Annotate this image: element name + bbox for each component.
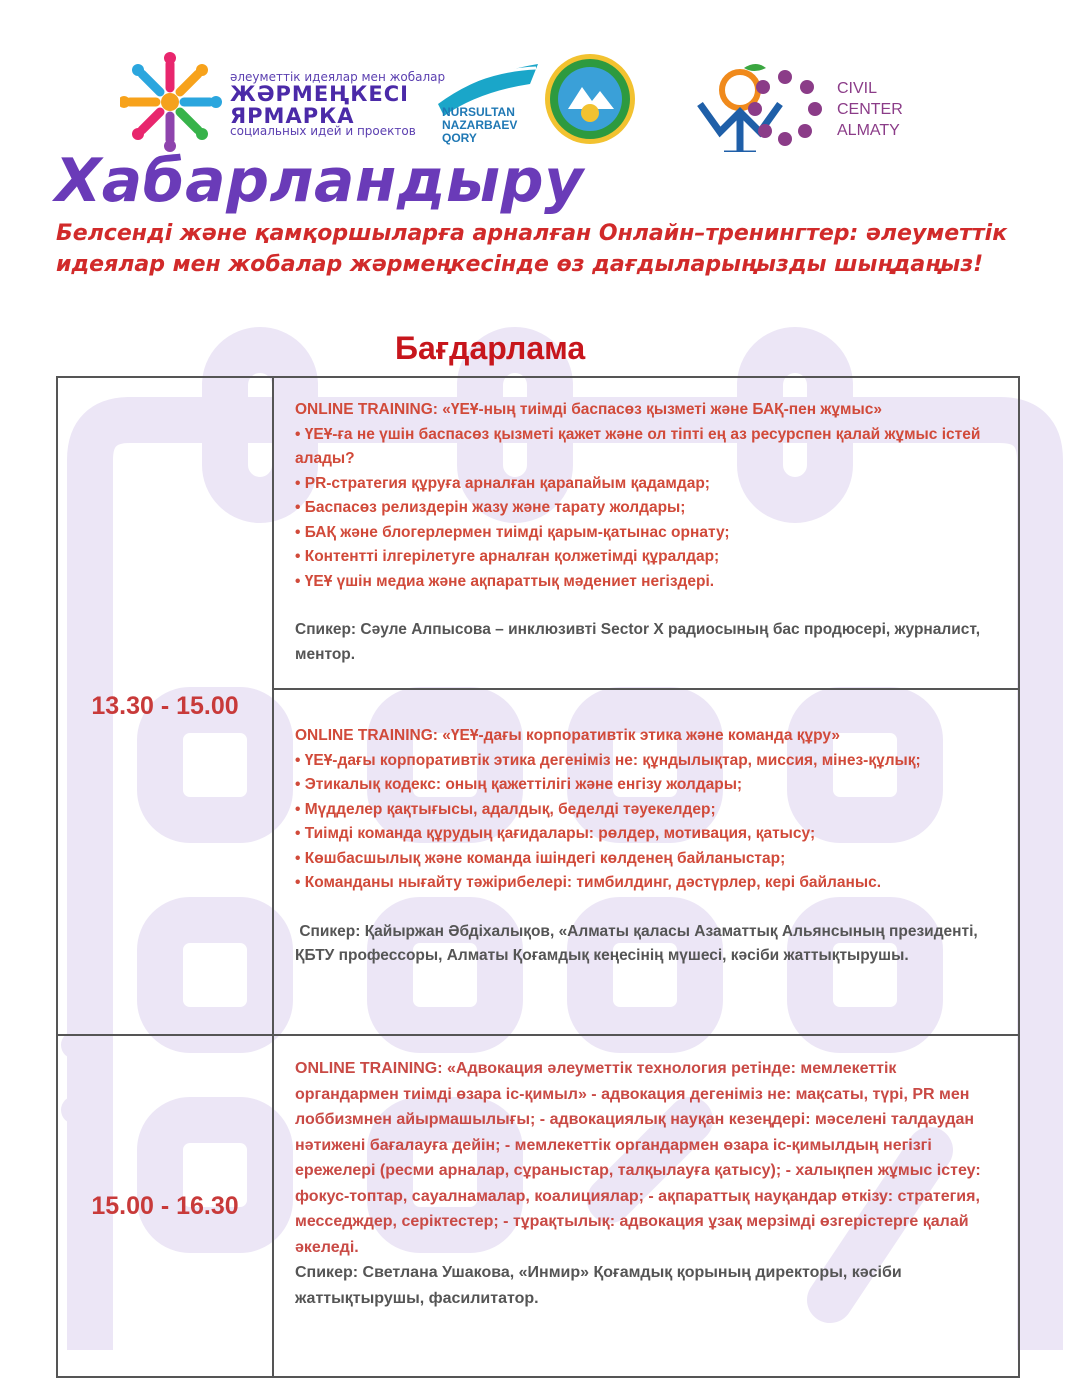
table-row bbox=[57, 1035, 1019, 1377]
civil-center-text bbox=[837, 78, 903, 141]
zharmenke-name-kz: ЖӘРМЕҢКЕСІ bbox=[230, 82, 409, 106]
nazarbaev-fund-line: QORY bbox=[442, 131, 477, 145]
session-title: ONLINE TRAINING: «ҮЕҰ-дағы корпоративтік этика және команда құру» bbox=[295, 727, 841, 744]
civil-center-logo-icon bbox=[748, 70, 822, 146]
session-point: • Баспасөз релиздерін жазу және тарату жолдары; bbox=[295, 499, 686, 516]
session-point: • Этикалық кодекс: оның қажеттілігі және енгізу жолдары; bbox=[295, 776, 743, 793]
page-title: Хабарландыру bbox=[55, 146, 584, 216]
session-point: • ҮЕҰ-дағы корпоративтік этика дегеніміз не: құндылықтар, миссия, мінез-құлық; bbox=[295, 751, 921, 769]
session-point: • ҮЕҰ-ға не үшін баспасөз қызметі қажет және ол тіпті ең аз ресурспен қалай жұмыс істей алады? bbox=[295, 425, 981, 467]
session-point: • Тиімді команда құрудың қағидалары: рөлдер, мотивация, қатысу; bbox=[295, 825, 816, 842]
session-point: • Мүдделер қақтығысы, адалдық, беделді тәуекелдер; bbox=[295, 800, 716, 818]
civil-center-line: CIVIL bbox=[837, 80, 878, 97]
session-title: ONLINE TRAINING: «ҮЕҰ-ның тиімді баспасөз қызметі және БАҚ-пен жұмыс» bbox=[295, 401, 882, 418]
time-slot: 15.00 - 16.30 bbox=[57, 1035, 273, 1377]
session-cell bbox=[273, 689, 1019, 1035]
page-subtitle: Белсенді және қамқоршыларға арналған Онлайн–тренингтер: әлеуметтік идеялар мен жобалар жәрмеңкесінде өз дағдыларыңызды шыңдаңыз! bbox=[56, 221, 1008, 277]
session-description: ONLINE TRAINING: «Адвокация әлеуметтік технология ретінде: мемлекеттік органдармен тиімді өзара іс-қимыл» - адвокация дегеніміз не: мақсаты, түрі, PR мен лоббизмнен айырмашылығы; - адвокациялық науқан кезеңдері: мәселені талдаудан нәтижені бағалауға дейін; - мемлекеттік органдармен өзара іс-қимылдың негізгі ережелері (ресми арналар, сұраныстар, талқылауға қатысу); - халықпен жұмыс істеу: фокус-топтар, сауалнамалар, коалициялар; - ақпараттық науқандар өткізу: стратегия, месседждер, серіктестер; - тұрақтылық: адвокация ұзақ мерзімді өзгерістерге қалай әкеледі. bbox=[295, 1060, 981, 1256]
session-cell bbox=[273, 377, 1019, 689]
nazarbaev-fund-text bbox=[442, 106, 517, 145]
nazarbaev-fund-line: NURSULTAN bbox=[442, 105, 515, 119]
time-slot: 13.30 - 15.00 bbox=[57, 377, 273, 1035]
nazarbaev-fund-line: NAZARBAEV bbox=[442, 118, 518, 132]
zharmenke-tagline-kz: әлеуметтік идеялар мен жобалар bbox=[230, 70, 446, 84]
program-heading: Бағдарлама bbox=[395, 330, 586, 366]
session-speaker: Спикер: Қайыржан Әбдіхалықов, «Алматы қаласы Азаматтық Альянсының президенті, ҚБТУ профессоры, Алматы Қоғамдық кеңесінің мүшесі, кәсіби жаттықтырушы. bbox=[295, 922, 983, 964]
session-point: • PR-стратегия құруға арналған қарапайым қадамдар; bbox=[295, 474, 710, 492]
session-speaker: Спикер: Светлана Ушакова, «Инмир» Қоғамдық қорының директоры, кәсіби жаттықтырушы, фасилитатор. bbox=[295, 1264, 902, 1307]
zharmenke-tagline-ru: социальных идей и проектов bbox=[230, 124, 416, 138]
session-point: • Көшбасшылық және команда ішіндегі көлденең байланыстар; bbox=[295, 849, 786, 867]
session-point: • Команданы нығайту тәжірибелері: тимбилдинг, дәстүрлер, кері байланыс. bbox=[295, 874, 882, 891]
session-speaker: Спикер: Сәуле Алпысова – инклюзивті Sector X радиосының бас продюсері, журналист, ментор. bbox=[295, 621, 981, 663]
zharmenke-name-ru: ЯРМАРКА bbox=[230, 104, 355, 128]
civil-center-line: ALMATY bbox=[837, 122, 900, 139]
session-point: • ҮЕҰ үшін медиа және ақпараттық мәдениет негіздері. bbox=[295, 572, 715, 590]
session-cell bbox=[273, 1035, 1019, 1377]
civil-center-line: CENTER bbox=[837, 101, 903, 118]
schedule-table bbox=[56, 376, 1020, 1378]
table-row bbox=[57, 377, 1019, 689]
zharmenke-logo-icon bbox=[120, 52, 222, 152]
almaty-emblem-icon bbox=[545, 54, 635, 144]
session-point: • БАҚ және блогерлермен тиімді қарым-қатынас орнату; bbox=[295, 523, 730, 541]
session-point: • Контентті ілгерілетуге арналған қолжетімді құралдар; bbox=[295, 548, 720, 565]
orange-tree-logo-icon bbox=[700, 64, 780, 152]
